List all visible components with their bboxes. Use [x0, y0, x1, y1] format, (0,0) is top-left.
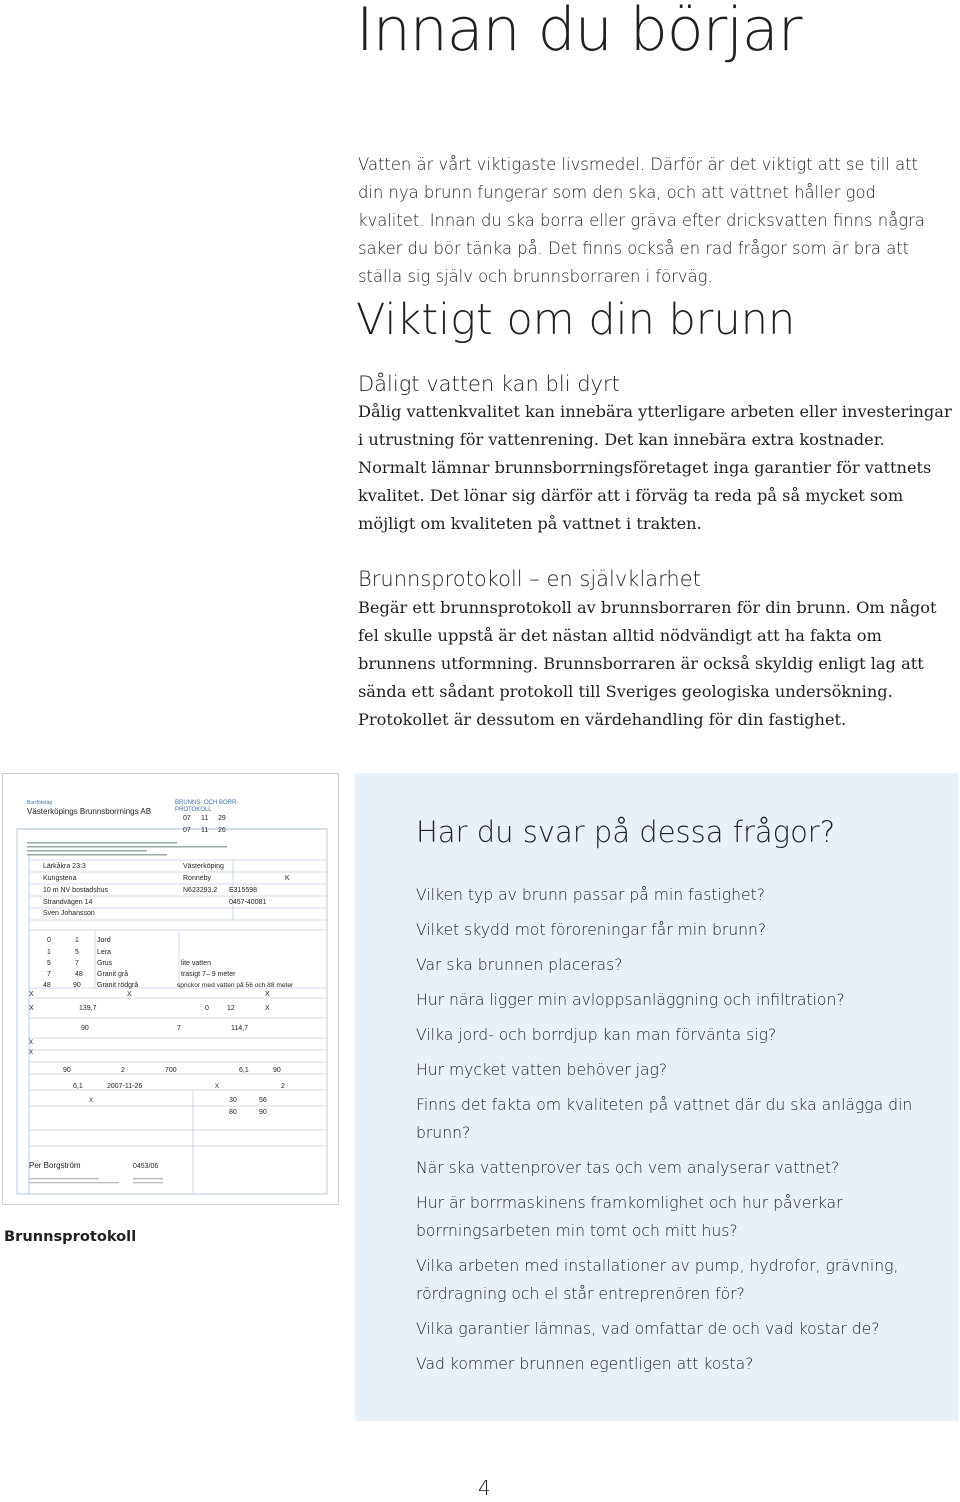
stratum-3-to: 48: [75, 971, 83, 978]
stratum-3-note: trasigt 7– 9 meter: [181, 971, 236, 978]
form-casing-c: 114,7: [231, 1025, 248, 1032]
stratum-0-material: Jord: [97, 937, 111, 944]
questions-list: [416, 881, 916, 1385]
form-row-a-0: 90: [63, 1067, 71, 1074]
form-date1-y: 07: [183, 815, 191, 822]
form-flow-a-0: 30: [229, 1097, 237, 1104]
form-cert-no: 0453/06: [133, 1163, 159, 1170]
stratum-3-material: Granit grå: [97, 971, 129, 978]
x-mark-9: X: [89, 1098, 94, 1104]
form-owner: Sven Johansson: [43, 910, 95, 917]
stratum-2-from: 5: [47, 960, 51, 967]
form-date1-d: 29: [218, 815, 226, 822]
form-date1-m: 11: [201, 815, 209, 822]
x-mark-8: X: [215, 1084, 220, 1090]
form-flow-a-1: 56: [259, 1097, 267, 1104]
question-item: Hur är borrmaskinens framkomlighet och hur påverkar borrningsarbeten min tomt och mitt hus?: [416, 1194, 843, 1240]
form-row-a-2: 700: [165, 1067, 177, 1074]
protocol-form-drawing: [3, 774, 340, 1206]
x-mark-4: X: [29, 1005, 34, 1012]
form-date-done: 2007-11-26: [107, 1083, 143, 1090]
form-place: Ronneby: [183, 875, 212, 882]
form-date2-y: 07: [183, 827, 191, 834]
form-date2-m: 11: [201, 827, 209, 834]
x-mark-3: X: [265, 991, 270, 998]
form-coord-n: N623293.2: [183, 887, 218, 894]
form-title-1: BRUNNS- OCH BORR-: [175, 800, 239, 806]
stratum-4-note: sprickor med vatten på 56 och 88 meter: [177, 982, 294, 989]
subsection-heading-protocol: Brunnsprotokoll – en självklarhet: [358, 567, 701, 591]
form-depth-a: 0: [205, 1005, 209, 1012]
form-depth-b: 12: [227, 1005, 235, 1012]
stratum-0-to: 1: [75, 937, 79, 944]
intro-paragraph: Vatten är vårt viktigaste livsmedel. Därför är det viktigt att se till att din nya brunn fungerar som den ska, och att vattnet håller god kvalitet. Innan du ska borra eller gräva efter dricksvatten finns några saker du bör tänka på. Det finns också en rad frågor som är bra att ställa sig själv och brunnsborraren i förväg.: [358, 155, 925, 286]
stratum-1-from: 1: [47, 949, 51, 956]
question-item: Finns det fakta om kvaliteten på vattnet där du ska anlägga din brunn?: [416, 1096, 913, 1142]
form-casing: 90: [81, 1025, 89, 1032]
form-parish: Kungstena: [43, 875, 77, 882]
form-flow-b-0: 80: [229, 1109, 237, 1116]
x-mark-7: X: [29, 1050, 34, 1056]
form-casing-b: 7: [177, 1025, 181, 1032]
form-property: Lärkåkra 23:3: [43, 863, 86, 870]
stratum-4-to: 90: [73, 982, 81, 989]
question-item: Vilka garantier lämnas, vad omfattar de och vad kostar de?: [416, 1320, 880, 1338]
form-location: 10 m NV bostadshus: [43, 887, 108, 894]
x-mark-2: X: [127, 991, 132, 998]
questions-title: Har du svar på dessa frågor?: [416, 815, 836, 849]
form-k-mark: K: [285, 875, 290, 882]
form-company-label: Borrföretag: [27, 800, 53, 806]
x-mark-5: X: [265, 1005, 270, 1012]
form-date2-d: 26: [218, 827, 226, 834]
subsection-text-water-quality: Dålig vattenkvalitet kan innebära ytterligare arbeten eller investeringar i utrustning för vattenrening. Det kan innebära extra kostnader. Normalt lämnar brunnsborrningsföretaget inga garantier för vattnets kvalitet. Det lönar sig därför att i förväg ta reda på så mycket som möjligt om kvaliteten på vattnet i trakten.: [358, 402, 952, 533]
form-address: Strandvägen 14: [43, 899, 93, 906]
subsection-text-protocol: Begär ett brunnsprotokoll av brunnsborraren för din brunn. Om något fel skulle uppstå är det nästan alltid nödvändigt att ha fakta om brunnens utformning. Brunnsborraren är också skyldig enligt lag att sända ett sådant protokoll till Sveriges geologiska undersökning. Protokollet är dessutom en värdehandling för din fastighet.: [358, 598, 937, 729]
question-item: Hur nära ligger min avloppsanläggning och infiltration?: [416, 991, 845, 1009]
x-mark-1: X: [29, 991, 34, 998]
stratum-3-from: 7: [47, 971, 51, 978]
stratum-2-note: lite vatten: [181, 960, 211, 967]
form-level-1: 90: [273, 1067, 281, 1074]
form-signer: Per Borgström: [29, 1161, 81, 1170]
question-item: Vilka jord- och borrdjup kan man förvänta sig?: [416, 1026, 777, 1044]
stratum-1-to: 5: [75, 949, 79, 956]
stratum-0-from: 0: [47, 937, 51, 944]
question-item: Vilket skydd mot föroreningar får min brunn?: [416, 921, 767, 939]
form-row-a-1: 2: [121, 1067, 125, 1074]
form-level-b: 2: [281, 1083, 285, 1090]
form-flow-b-1: 90: [259, 1109, 267, 1116]
stratum-2-material: Grus: [97, 960, 113, 967]
page-title: Innan du börjar: [356, 0, 802, 65]
form-depth-total: 139,7: [79, 1005, 97, 1012]
question-item: Var ska brunnen placeras?: [416, 956, 623, 974]
form-level-c: 6,1: [73, 1083, 83, 1090]
form-title-2: PROTOKOLL: [175, 807, 212, 813]
question-item: Vilka arbeten med installationer av pump, hydrofor, grävning, rördragning och el står entreprenören för?: [416, 1257, 899, 1303]
protocol-form-image: [2, 773, 339, 1205]
question-item: Vad kommer brunnen egentligen att kosta?: [416, 1355, 754, 1373]
stratum-1-material: Lera: [97, 949, 112, 956]
stratum-4-material: Granit rödgrå: [97, 982, 139, 989]
question-item: Vilken typ av brunn passar på min fastighet?: [416, 886, 765, 904]
stratum-4-from: 48: [43, 982, 51, 989]
subsection-heading-water-quality: Dåligt vatten kan bli dyrt: [358, 372, 620, 396]
form-caption: Brunnsprotokoll: [4, 1228, 137, 1245]
form-company: Västerköpings Brunnsborrnings AB: [27, 807, 152, 816]
section-title: Viktigt om din brunn: [356, 295, 796, 345]
stratum-2-to: 7: [75, 960, 79, 967]
form-phone: 0457-40081: [229, 899, 267, 906]
form-municipality: Västerköping: [183, 863, 224, 870]
x-mark-6: X: [29, 1040, 34, 1046]
form-coord-e: E315598: [229, 887, 258, 894]
page-number: 4: [478, 1476, 491, 1500]
form-level-0: 6,1: [239, 1067, 249, 1074]
question-item: Hur mycket vatten behöver jag?: [416, 1061, 668, 1079]
question-item: När ska vattenprover tas och vem analyserar vattnet?: [416, 1159, 840, 1177]
